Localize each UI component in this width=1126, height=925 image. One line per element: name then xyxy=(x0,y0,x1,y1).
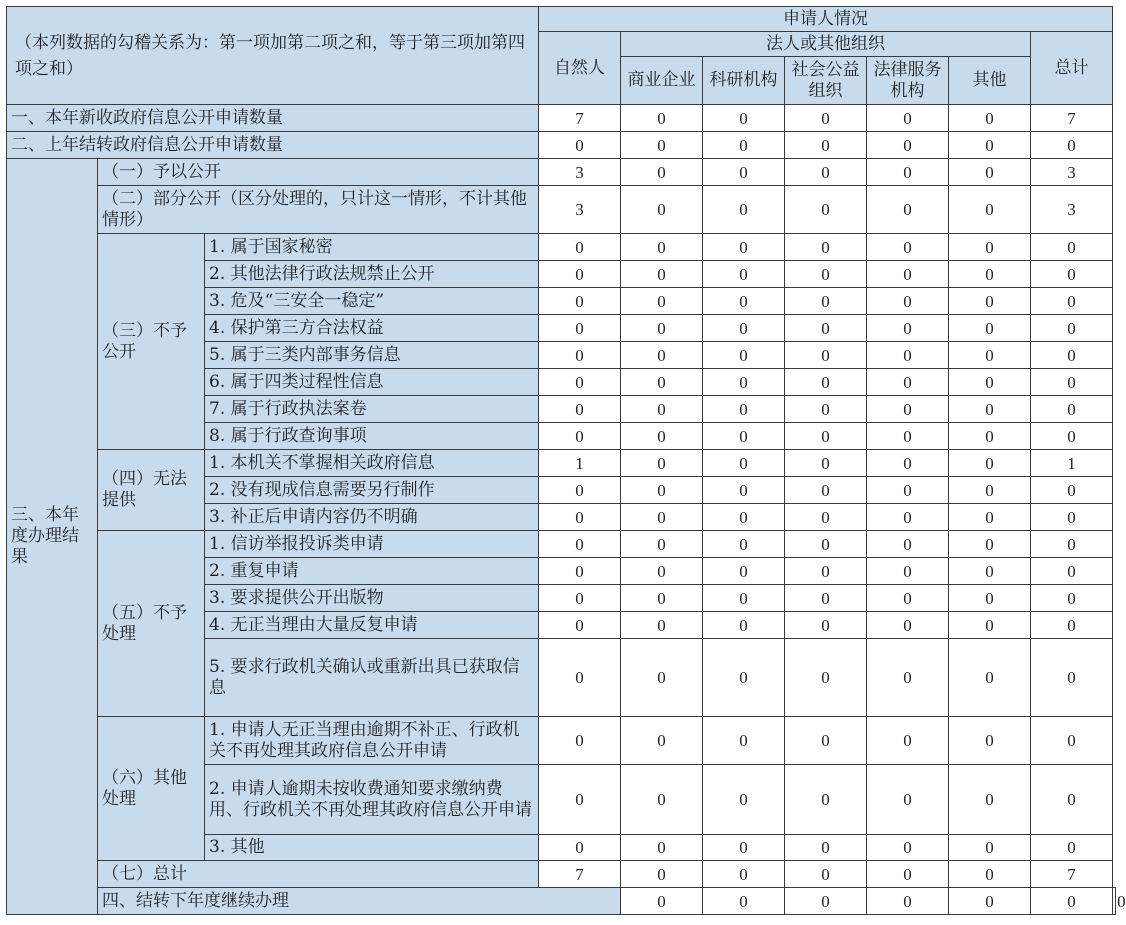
table-row xyxy=(7,888,1116,915)
value-cell: 7 xyxy=(1031,105,1113,132)
value-cell: 0 xyxy=(1031,504,1113,531)
value-cell: 0 xyxy=(949,261,1031,288)
value-cell: 0 xyxy=(539,531,621,558)
value-cell: 0 xyxy=(539,234,621,261)
row-label: 2. 其他法律行政法规禁止公开 xyxy=(205,261,539,288)
value-cell: 0 xyxy=(703,261,785,288)
value-cell: 0 xyxy=(785,105,867,132)
value-cell: 0 xyxy=(867,315,949,342)
value-cell: 0 xyxy=(703,423,785,450)
value-cell: 0 xyxy=(785,717,867,765)
value-cell: 0 xyxy=(621,186,703,234)
value-cell: 0 xyxy=(621,159,703,186)
value-cell: 0 xyxy=(621,765,703,835)
value-cell: 3 xyxy=(1031,186,1113,234)
table-row xyxy=(7,234,1116,261)
value-cell: 0 xyxy=(867,132,949,159)
value-cell: 0 xyxy=(1031,585,1113,612)
value-cell: 0 xyxy=(621,717,703,765)
value-cell: 0 xyxy=(539,504,621,531)
row-label: 8. 属于行政查询事项 xyxy=(205,423,539,450)
value-cell: 0 xyxy=(621,531,703,558)
value-cell: 0 xyxy=(1031,835,1113,861)
value-cell: 7 xyxy=(1031,861,1113,888)
value-cell: 0 xyxy=(703,369,785,396)
group-label: （六）其他处理 xyxy=(98,717,205,861)
value-cell: 0 xyxy=(621,558,703,585)
value-cell: 0 xyxy=(539,342,621,369)
value-cell: 0 xyxy=(703,639,785,717)
value-cell: 0 xyxy=(703,612,785,639)
value-cell: 0 xyxy=(785,186,867,234)
value-cell: 0 xyxy=(785,159,867,186)
value-cell: 0 xyxy=(539,315,621,342)
value-cell: 0 xyxy=(785,369,867,396)
value-cell: 0 xyxy=(867,477,949,504)
value-cell: 0 xyxy=(867,105,949,132)
table-row xyxy=(7,861,1116,888)
value-cell: 0 xyxy=(867,396,949,423)
value-cell: 0 xyxy=(949,288,1031,315)
value-cell: 0 xyxy=(785,132,867,159)
value-cell: 0 xyxy=(703,888,785,915)
value-cell: 0 xyxy=(621,105,703,132)
row-label: 5. 要求行政机关确认或重新出具已获取信息 xyxy=(205,639,539,717)
row-label: 2. 申请人逾期未按收费通知要求缴纳费用、行政机关不再处理其政府信息公开申请 xyxy=(205,765,539,835)
value-cell: 0 xyxy=(621,234,703,261)
value-cell: 0 xyxy=(1031,639,1113,717)
table-row xyxy=(7,159,1116,186)
row-label: 4. 保护第三方合法权益 xyxy=(205,315,539,342)
value-cell: 0 xyxy=(621,835,703,861)
value-cell: 0 xyxy=(785,765,867,835)
value-cell: 0 xyxy=(1031,558,1113,585)
value-cell: 0 xyxy=(539,558,621,585)
value-cell: 7 xyxy=(539,861,621,888)
value-cell: 0 xyxy=(703,835,785,861)
header-legal-service: 法律服务机构 xyxy=(867,57,949,105)
value-cell: 0 xyxy=(785,288,867,315)
value-cell: 0 xyxy=(539,423,621,450)
row-label: 1. 申请人无正当理由逾期不补正、行政机关不再处理其政府信息公开申请 xyxy=(205,717,539,765)
header-applicant: 申请人情况 xyxy=(539,7,1113,32)
value-cell: 0 xyxy=(949,861,1031,888)
value-cell: 0 xyxy=(785,342,867,369)
value-cell: 0 xyxy=(867,159,949,186)
value-cell: 0 xyxy=(867,423,949,450)
value-cell: 0 xyxy=(785,450,867,477)
header-other: 其他 xyxy=(949,57,1031,105)
value-cell: 0 xyxy=(949,159,1031,186)
value-cell: 0 xyxy=(867,369,949,396)
group-label: （四）无法提供 xyxy=(98,450,205,531)
value-cell: 0 xyxy=(949,477,1031,504)
value-cell: 0 xyxy=(621,612,703,639)
header-public-welfare: 社会公益组织 xyxy=(785,57,867,105)
value-cell: 0 xyxy=(621,888,703,915)
value-cell: 0 xyxy=(867,450,949,477)
value-cell: 0 xyxy=(539,835,621,861)
group-label: （三）不予公开 xyxy=(98,234,205,450)
value-cell: 0 xyxy=(1031,765,1113,835)
group-label: （五）不予处理 xyxy=(98,531,205,717)
value-cell: 0 xyxy=(703,132,785,159)
table-row xyxy=(7,105,1116,132)
value-cell: 0 xyxy=(867,765,949,835)
value-cell: 0 xyxy=(621,132,703,159)
value-cell: 0 xyxy=(539,639,621,717)
row-label: 二、上年结转政府信息公开申请数量 xyxy=(7,132,539,159)
row-label: 3. 补正后申请内容仍不明确 xyxy=(205,504,539,531)
value-cell: 0 xyxy=(703,558,785,585)
value-cell: 0 xyxy=(539,369,621,396)
value-cell: 0 xyxy=(867,861,949,888)
value-cell: 0 xyxy=(867,585,949,612)
value-cell: 0 xyxy=(949,531,1031,558)
value-cell: 0 xyxy=(1031,477,1113,504)
value-cell: 0 xyxy=(867,288,949,315)
header-legal-group: 法人或其他组织 xyxy=(621,32,1031,57)
value-cell: 0 xyxy=(621,477,703,504)
value-cell: 0 xyxy=(867,504,949,531)
value-cell: 0 xyxy=(785,504,867,531)
value-cell: 0 xyxy=(703,531,785,558)
value-cell: 0 xyxy=(621,585,703,612)
value-cell: 0 xyxy=(867,612,949,639)
row-label: 一、本年新收政府信息公开申请数量 xyxy=(7,105,539,132)
value-cell: 0 xyxy=(621,423,703,450)
value-cell: 0 xyxy=(1031,396,1113,423)
value-cell: 0 xyxy=(949,639,1031,717)
value-cell: 0 xyxy=(621,450,703,477)
value-cell: 0 xyxy=(867,531,949,558)
value-cell: 0 xyxy=(539,612,621,639)
row-label: 2. 重复申请 xyxy=(205,558,539,585)
row-label: 6. 属于四类过程性信息 xyxy=(205,369,539,396)
value-cell: 0 xyxy=(785,315,867,342)
value-cell: 0 xyxy=(703,477,785,504)
value-cell: 0 xyxy=(785,835,867,861)
value-cell: 0 xyxy=(949,132,1031,159)
value-cell: 0 xyxy=(621,315,703,342)
value-cell: 0 xyxy=(1031,531,1113,558)
row-label: 5. 属于三类内部事务信息 xyxy=(205,342,539,369)
value-cell: 0 xyxy=(949,396,1031,423)
value-cell: 0 xyxy=(949,105,1031,132)
value-cell: 0 xyxy=(703,159,785,186)
value-cell: 0 xyxy=(949,765,1031,835)
row-label: 3. 要求提供公开出版物 xyxy=(205,585,539,612)
table-row xyxy=(7,186,1116,234)
row-label: 3. 危及“三安全一稳定” xyxy=(205,288,539,315)
header-note: （本列数据的勾稽关系为：第一项加第二项之和，等于第三项加第四项之和） xyxy=(7,7,539,105)
value-cell: 0 xyxy=(949,234,1031,261)
value-cell: 0 xyxy=(621,342,703,369)
value-cell: 0 xyxy=(1031,234,1113,261)
value-cell: 0 xyxy=(949,612,1031,639)
row-label: 四、结转下年度继续办理 xyxy=(98,888,621,915)
value-cell: 0 xyxy=(785,261,867,288)
value-cell: 0 xyxy=(703,342,785,369)
value-cell: 0 xyxy=(703,186,785,234)
value-cell: 0 xyxy=(539,132,621,159)
value-cell: 0 xyxy=(703,504,785,531)
value-cell: 0 xyxy=(867,888,949,915)
value-cell: 0 xyxy=(1031,132,1113,159)
value-cell: 0 xyxy=(703,717,785,765)
table-row xyxy=(7,132,1116,159)
value-cell: 0 xyxy=(539,585,621,612)
value-cell: 0 xyxy=(949,450,1031,477)
value-cell: 0 xyxy=(621,639,703,717)
value-cell: 0 xyxy=(785,531,867,558)
value-cell: 0 xyxy=(949,369,1031,396)
value-cell: 0 xyxy=(539,477,621,504)
value-cell: 0 xyxy=(949,423,1031,450)
header-total: 总计 xyxy=(1031,32,1113,105)
value-cell: 3 xyxy=(1031,159,1113,186)
value-cell: 0 xyxy=(949,558,1031,585)
value-cell: 0 xyxy=(785,888,867,915)
value-cell: 0 xyxy=(703,450,785,477)
value-cell: 0 xyxy=(621,288,703,315)
row-label: （一）予以公开 xyxy=(98,159,539,186)
value-cell: 0 xyxy=(949,888,1031,915)
value-cell: 0 xyxy=(703,105,785,132)
value-cell: 0 xyxy=(1031,369,1113,396)
row-label: 3. 其他 xyxy=(205,835,539,861)
value-cell: 0 xyxy=(1031,888,1113,915)
value-cell: 0 xyxy=(867,234,949,261)
value-cell: 0 xyxy=(539,396,621,423)
value-cell: 0 xyxy=(1031,315,1113,342)
value-cell: 0 xyxy=(703,234,785,261)
row-label: 2. 没有现成信息需要另行制作 xyxy=(205,477,539,504)
value-cell: 0 xyxy=(867,717,949,765)
section-three-label: 三、本年度办理结果 xyxy=(7,159,98,915)
value-cell: 0 xyxy=(785,585,867,612)
value-cell: 0 xyxy=(703,765,785,835)
value-cell: 3 xyxy=(539,159,621,186)
value-cell: 0 xyxy=(539,288,621,315)
value-cell: 0 xyxy=(785,612,867,639)
value-cell: 0 xyxy=(539,765,621,835)
value-cell: 0 xyxy=(621,396,703,423)
value-cell: 0 xyxy=(949,342,1031,369)
table-row xyxy=(7,531,1116,558)
value-cell: 0 xyxy=(867,186,949,234)
value-cell: 0 xyxy=(703,585,785,612)
value-cell: 0 xyxy=(1031,288,1113,315)
value-cell: 0 xyxy=(949,585,1031,612)
value-cell: 0 xyxy=(785,639,867,717)
value-cell: 0 xyxy=(785,558,867,585)
value-cell: 0 xyxy=(1031,261,1113,288)
row-label: 7. 属于行政执法案卷 xyxy=(205,396,539,423)
row-label: 1. 信访举报投诉类申请 xyxy=(205,531,539,558)
row-label: 1. 本机关不掌握相关政府信息 xyxy=(205,450,539,477)
value-cell: 0 xyxy=(621,504,703,531)
value-cell: 0 xyxy=(621,261,703,288)
value-cell: 0 xyxy=(949,717,1031,765)
value-cell: 0 xyxy=(785,396,867,423)
value-cell: 0 xyxy=(785,861,867,888)
row-label: 4. 无正当理由大量反复申请 xyxy=(205,612,539,639)
value-cell: 0 xyxy=(539,717,621,765)
value-cell: 0 xyxy=(621,369,703,396)
value-cell: 0 xyxy=(1113,888,1116,915)
value-cell: 0 xyxy=(949,186,1031,234)
value-cell: 0 xyxy=(867,261,949,288)
value-cell: 0 xyxy=(867,639,949,717)
value-cell: 1 xyxy=(539,450,621,477)
value-cell: 0 xyxy=(949,835,1031,861)
value-cell: 0 xyxy=(785,234,867,261)
value-cell: 0 xyxy=(1031,612,1113,639)
value-cell: 0 xyxy=(539,261,621,288)
value-cell: 0 xyxy=(703,315,785,342)
statistics-table xyxy=(6,6,1126,915)
row-label: （二）部分公开（区分处理的，只计这一情形，不计其他情形） xyxy=(98,186,539,234)
value-cell: 0 xyxy=(867,342,949,369)
value-cell: 0 xyxy=(621,861,703,888)
table-row xyxy=(7,717,1116,765)
value-cell: 3 xyxy=(539,186,621,234)
value-cell: 0 xyxy=(785,477,867,504)
value-cell: 0 xyxy=(703,861,785,888)
value-cell: 0 xyxy=(703,396,785,423)
row-label: 1. 属于国家秘密 xyxy=(205,234,539,261)
table-row xyxy=(7,450,1116,477)
value-cell: 1 xyxy=(1031,450,1113,477)
value-cell: 0 xyxy=(1031,423,1113,450)
value-cell: 7 xyxy=(539,105,621,132)
value-cell: 0 xyxy=(703,288,785,315)
value-cell: 0 xyxy=(867,835,949,861)
value-cell: 0 xyxy=(785,423,867,450)
value-cell: 0 xyxy=(949,504,1031,531)
value-cell: 0 xyxy=(867,558,949,585)
value-cell: 0 xyxy=(949,315,1031,342)
value-cell: 0 xyxy=(1031,342,1113,369)
header-research: 科研机构 xyxy=(703,57,785,105)
value-cell: 0 xyxy=(1031,717,1113,765)
header-natural-person: 自然人 xyxy=(539,32,621,105)
row-label: （七）总计 xyxy=(98,861,539,888)
header-commercial: 商业企业 xyxy=(621,57,703,105)
